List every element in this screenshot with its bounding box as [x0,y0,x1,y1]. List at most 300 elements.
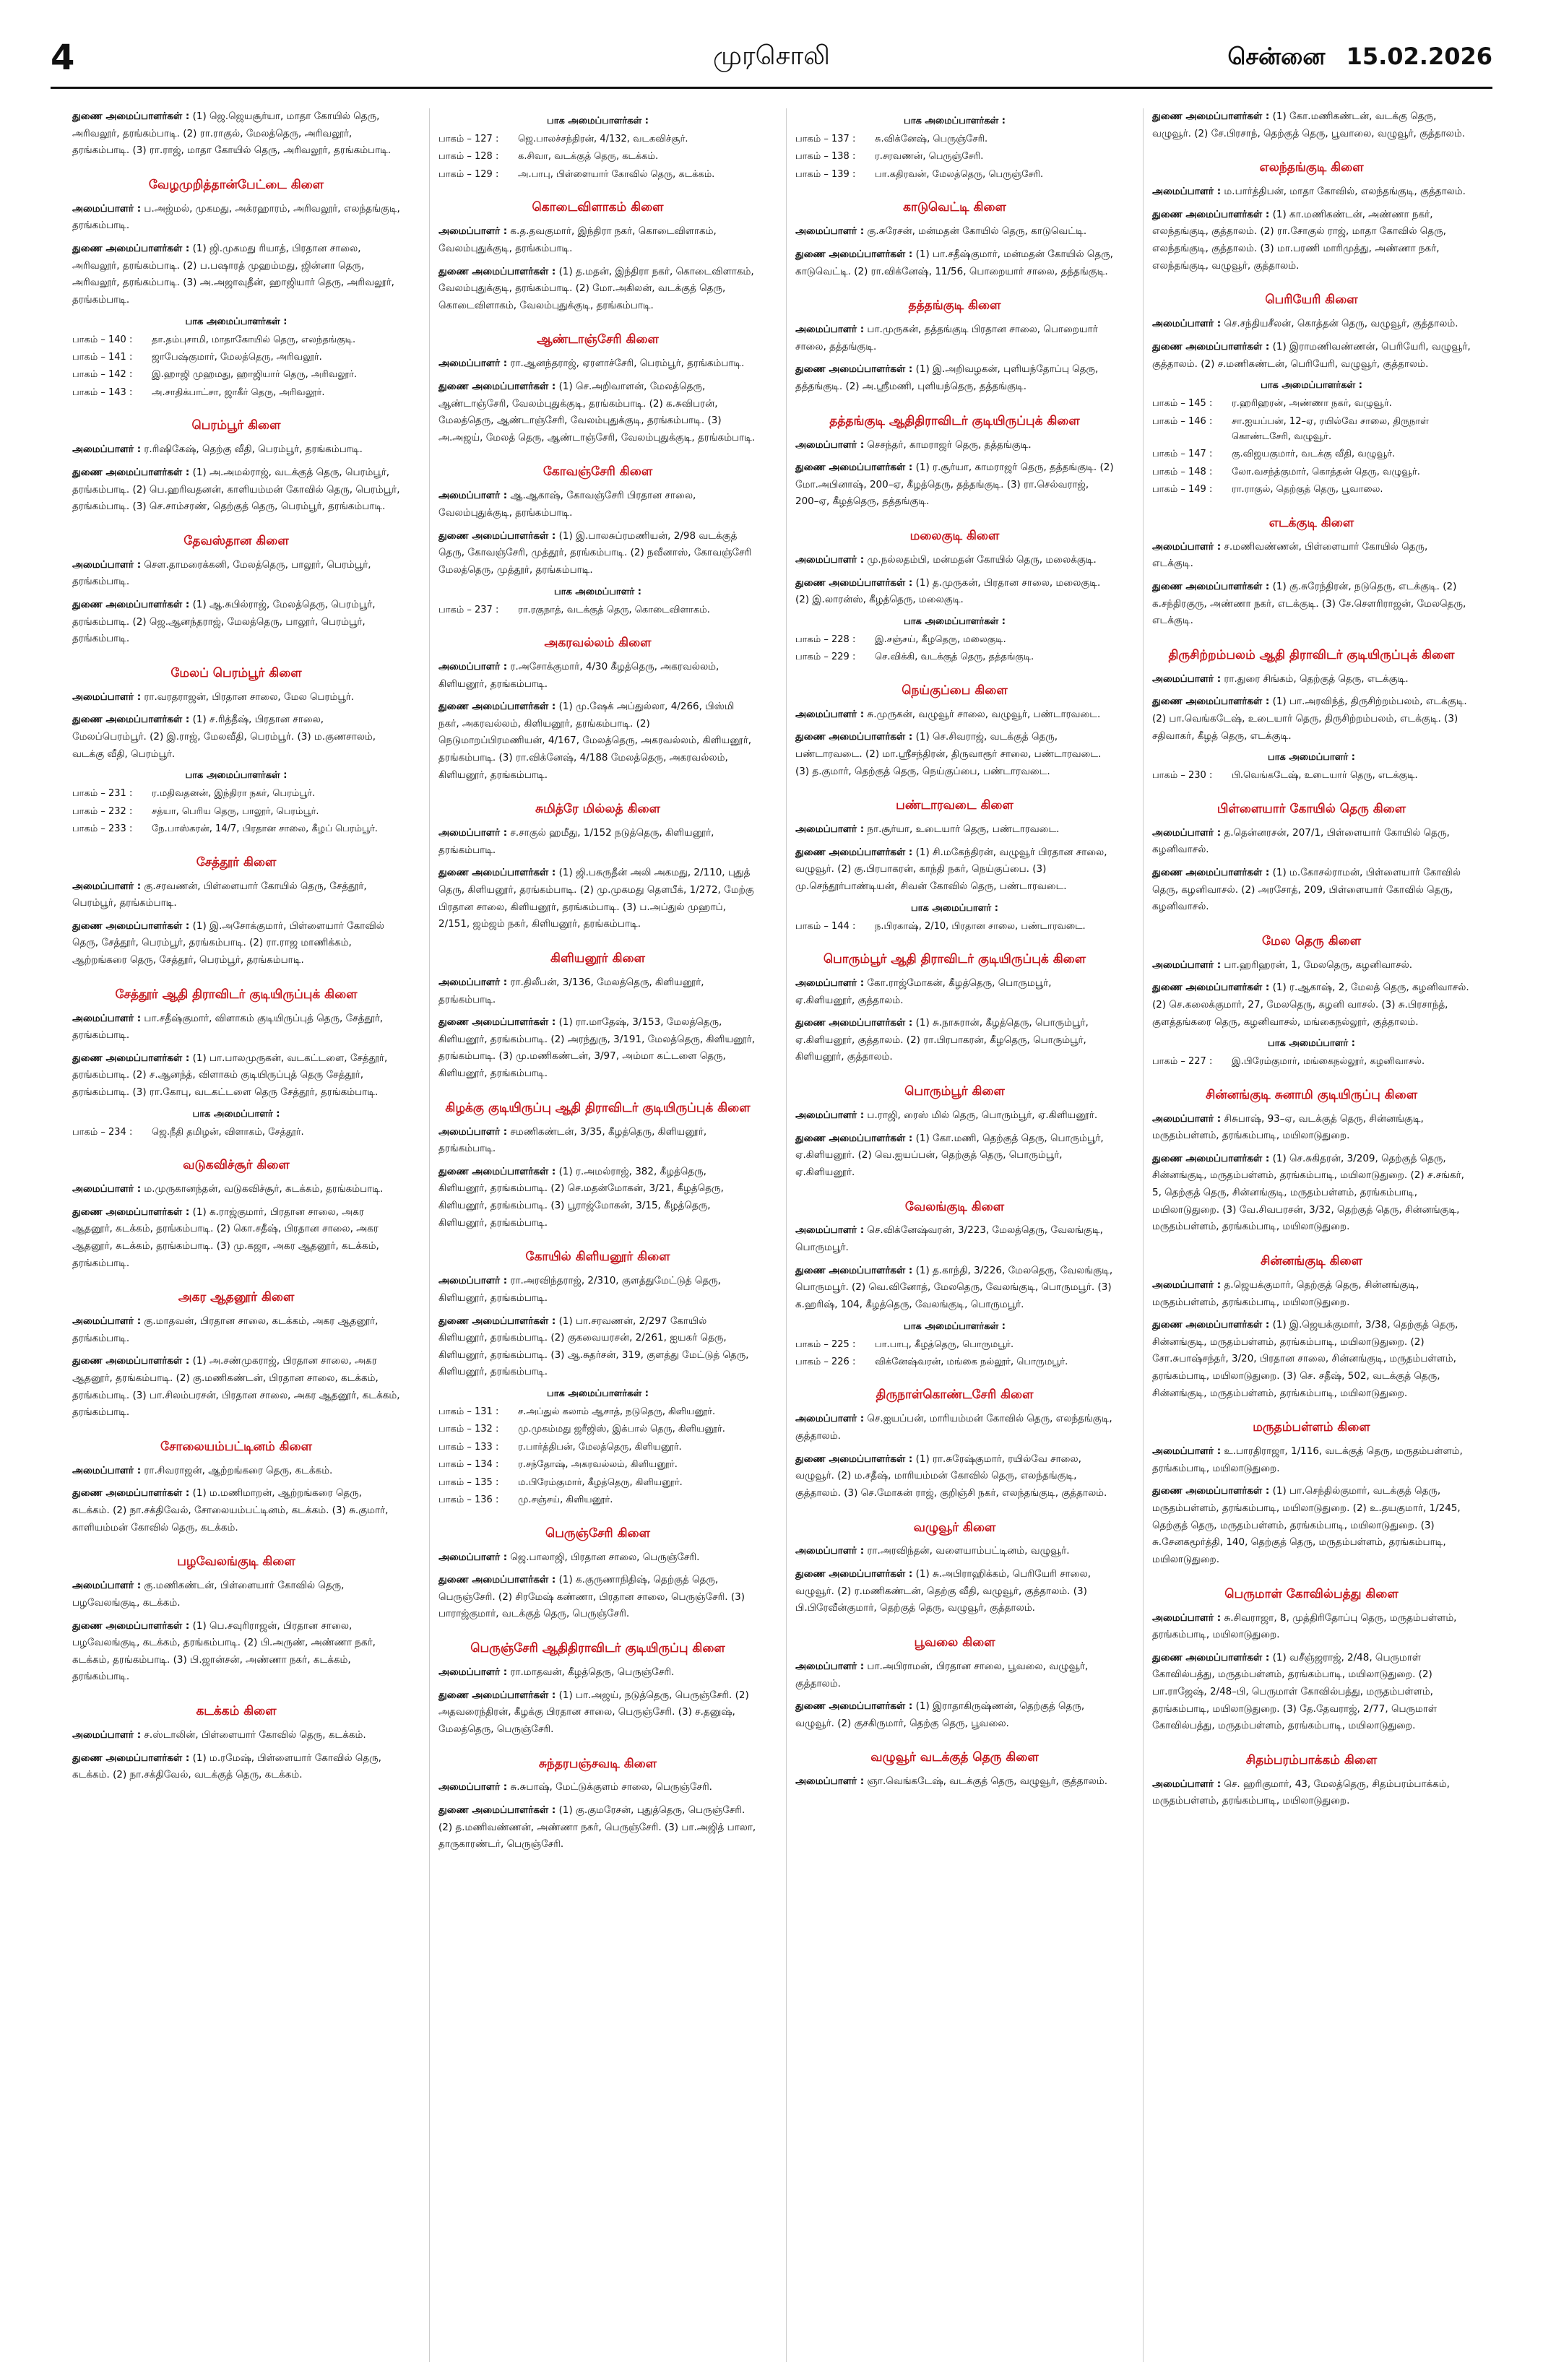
member-details: (1) ச.ரித்தீஷ், பிரதான சாலை, மேலப்பெரம்பூர். (2) இ.ராஜ், மேலவீதி, பெரம்பூர். (3) ம.குணசாலம், வடக்கு வீதி, பெரம்பூர். [72,714,376,760]
member-details: பா.சதீஷ்குமார், விளாகம் குடியிருப்புத் தெரு, சேத்தூர், தரங்கம்பாடி. [72,1012,384,1042]
member-details: ஆ.ஆகாஷ், கோவஞ்சேரி பிரதான சாலை, வேலம்புதுக்குடி, தரங்கம்பாடி. [438,490,696,519]
office-bearer-entry [1152,339,1471,373]
booth-number: பாகம் – 143 : [72,386,133,398]
member-details: ரா.மாதவன், கீழத்தெரு, பெருஞ்சேரி. [510,1666,675,1678]
office-bearer-entry [72,108,400,160]
booth-address: ரா.ராகுல், தெற்குத் தெரு, பூவாலை. [1232,484,1383,496]
member-details: செ.ஐயப்பன், மாரியம்மன் கோவில் தெரு, எலந்தங்குடி, குத்தாலம். [795,1413,1112,1442]
member-details: பா.முருகன், தத்தங்குடி பிரதான சாலை, பொறையார் சாலை, தத்தங்குடி. [795,324,1098,352]
role-label: துணை அமைப்பாளர்கள் : [795,1264,913,1276]
office-bearer-entry [438,1164,757,1232]
branch-section [795,116,1114,182]
office-bearer-entry [72,1578,400,1611]
role-label: அமைப்பாளர் : [438,1666,508,1678]
office-bearer-entry [1152,579,1471,630]
role-label: துணை அமைப்பாளர்கள் : [72,243,190,255]
booth-row [1152,396,1471,411]
branch-heading: அகர ஆதனூர் கிளை [178,1290,295,1305]
member-details: கோ.ராஜ்மோகன், கீழத்தெரு, பொருமபூர், ஏ.கிளியனூர், குத்தாலம். [795,977,1052,1006]
role-label: துணை அமைப்பாளர்கள் : [438,1016,556,1029]
branch-section [795,1083,1114,1181]
member-details: ப.ராஜி, ரைஸ் மில் தெரு, பொரும்பூர், ஏ.கிளியனூர். [867,1109,1098,1121]
member-details: (1) வசீஞ்ஜராஜ், 2/48, பெருமாள் கோவில்பத்து, மருதம்பள்ளம், தரங்கம்பாடி, மயிலாடுதுறை. (2) பா.ராஜேஷ், 2/48–பி, பெருமாள் கோவில்பத்து, மருதம்பள்ளம், தரங்கம்பாடி, மயிலாடுதுறை. (3) தே.தேவராஜ், 2/77, பெருமாள் கோவில்பத்து, மருதம்பள்ளம், தரங்கம்பாடி, மயிலாடுதுறை. [1152,1651,1438,1732]
booth-number: பாகம் – 138 : [795,151,856,163]
booth-address: ர.சரவணன், பெருஞ்சேரி. [875,151,984,163]
role-label: அமைப்பாளர் : [72,691,142,703]
office-bearer-entry [795,459,1114,511]
branch-section [795,1199,1114,1370]
branch-section [438,1640,757,1738]
booth-row [795,149,1114,164]
member-details: (1) சி.மகேந்திரன், வழுவூர் பிரதான சாலை, வழுவூர். (2) கு.பிரபாகரன், காந்தி நகர், நெய்குப்பை. (3) மு.செந்தூர்பாண்டியன், சிவன் கோவில் தெரு, பண்டாரவடை. [795,846,1107,892]
role-label: துணை அமைப்பாளர்கள் : [72,111,190,122]
role-label: துணை அமைப்பாளர்கள் : [795,576,913,589]
booth-number: பாகம் – 131 : [438,1406,499,1417]
role-label: துணை அமைப்பாளர்கள் : [72,466,190,478]
office-bearer-entry [1152,693,1471,745]
booth-row [72,385,400,400]
office-bearer-entry [795,361,1114,395]
member-details: (1) த.காந்தி, 3/226, மேலதெரு, வேலங்குடி, பொருமபூர். (2) வெ.வினோத், மேலதெரு, வேலங்குடி, பொருமபூர். (3) க.ஹரிஷ், 104, கீழத்தெரு, வேலங்குடி, பொருமபூர். [795,1264,1113,1310]
booth-number: பாகம் – 225 : [795,1338,856,1350]
role-label: அமைப்பாளர் : [72,1315,142,1328]
role-label: அமைப்பாளர் : [1152,186,1222,198]
branch-section [72,1703,400,1784]
booth-number: பாகம் – 145 : [1152,398,1213,410]
office-bearer-entry [795,706,1114,724]
office-bearer-entry [438,1572,757,1623]
branch-heading: வழுவூர் வடக்குத் தெரு கிளை [870,1750,1039,1765]
office-bearer-entry [438,865,757,933]
booth-address: ந.பிரகாஷ், 2/10, பிரதான சாலை, பண்டாரவடை. [875,920,1086,932]
member-details: சு.முருகன், வழுவூர் சாலை, வழுவூர், பண்டாரவடை. [867,708,1101,720]
role-label: அமைப்பாளர் : [795,1775,865,1788]
office-bearer-entry [1152,316,1471,333]
issue-date: 15.02.2026 [1346,43,1492,70]
booth-number: பாகம் – 228 : [795,633,856,645]
column-4 [1143,108,1471,2362]
member-details: (1) செ.சிவராஜ், வடக்குத் தெரு, பண்டாரவடை. (2) மா.ஸ்ரீசந்திரன், திருவாரூர் சாலை, பண்டாரவடை. (3) த.குமார், தெற்குத் தெரு, நெய்குப்பை, பண்டாரவடை. [795,731,1102,777]
role-label: அமைப்பாளர் : [1152,1611,1222,1624]
role-label: துணை அமைப்பாளர்கள் : [72,1752,190,1764]
booth-address: ச.அப்துல் கலாம் ஆசாத், நடுதெரு, கிளியனூர். [518,1406,716,1417]
role-label: துணை அமைப்பாளர்கள் : [795,731,913,743]
office-bearer-entry [72,597,400,648]
booth-row [795,632,1114,647]
booth-number: பாகம் – 231 : [72,788,133,800]
booth-row [438,1440,757,1455]
member-details: ரா.வரதராஜன், பிரதான சாலை, மேல பெரம்பூர். [144,691,355,703]
branch-section [438,1100,757,1232]
branch-heading: சின்னங்குடி கிளை [1261,1253,1362,1268]
branch-heading: வழுவூர் கிளை [913,1520,996,1535]
booth-row [72,332,400,347]
member-details: (1) பெ.சவுரிராஜன், பிரதான சாலை, பழவேலங்குடி, கடக்கம், தரங்கம்பாடி. (2) பி.அருண், அண்ணா நகர், கடக்கம், தரங்கம்பாடி. (3) பி.ஜான்சன், அண்ணா நகர், கடக்கம், தரங்கம்பாடி. [72,1619,376,1683]
office-bearer-entry [1152,1610,1471,1644]
member-details: (1) பா.சதீஷ்குமார், மன்மதன் கோயில் தெரு, காடுவெட்டி. (2) ரா.விக்னேஷ், 11/56, பொறையார் சாலை, தத்தங்குடி. [795,248,1113,277]
booth-row [1152,446,1471,462]
dateline [1203,43,1492,73]
branch-section [438,1526,757,1623]
booth-heading: பாக அமைப்பாளர் : [1268,1038,1355,1050]
booth-row [795,919,1114,934]
branch-section [438,801,757,933]
branch-heading: காடுவெட்டி கிளை [903,200,1006,215]
member-details: (1) ம.மணிமாறன், ஆற்றங்கரை தெரு, கடக்கம். (2) நா.சக்திவேல், சோலையம்பட்டினம், கடக்கம். (3) சு.குமார், காளியம்மன் கோவில் தெரு, கடக்கம். [72,1487,389,1533]
member-details: ம.முருகானந்தன், வடுகவிச்சூர், கடக்கம், தரங்கம்பாடி. [144,1183,384,1195]
booth-row [795,1354,1114,1369]
member-details: (1) ர.சூர்யா, காமராஜர் தெரு, தத்தங்குடி. (2) மோ.அபினாஷ், 200–ஏ, கீழத்தெரு, தத்தங்குடி. (3) ரா.செல்வராஜ், 200–ஏ, கீழத்தெரு, தத்தங்குடி. [795,462,1114,508]
branch-heading: பொரும்பூர் கிளை [904,1084,1005,1099]
role-label: துணை அமைப்பாளர்கள் : [1152,1651,1270,1663]
branch-heading: சேத்தூர் ஆதி திராவிடர் குடியிருப்புக் கிளை [115,987,358,1002]
member-details: ச.ஸ்டாலின், பிள்ளையார் கோவில் தெரு, கடக்கம். [144,1728,366,1741]
branch-heading: சின்னங்குடி சுனாமி குடியிருப்பு கிளை [1205,1087,1418,1102]
branch-section [1152,647,1471,784]
branch-section [72,665,400,837]
office-bearer-entry [1152,108,1471,142]
member-details: ரா.துரை சிங்கம், தெற்குத் தெரு, எடக்குடி. [1224,672,1409,685]
branch-section [1152,292,1471,497]
office-bearer-entry [72,201,400,235]
branch-heading: பூவலை கிளை [914,1635,995,1650]
role-label: அமைப்பாளர் : [438,225,508,238]
booth-number: பாகம் – 129 : [438,168,499,180]
office-bearer-entry [795,1411,1114,1445]
role-label: துணை அமைப்பாளர்கள் : [795,1568,913,1580]
booth-address: சு.விக்னேஷ், பெருஞ்சேரி. [875,134,988,144]
member-details: கு.சரவணன், பிள்ளையார் கோயில் தெரு, சேத்தூர், பெரம்பூர், தரங்கம்பாடி. [72,880,367,909]
member-details: செ. ஹரிகுமார், 43, மேலத்தெரு, சிதம்பரம்பாக்கம், மருதம்பள்ளம், தரங்கம்பாடி, மயிலாடுதுறை. [1152,1778,1450,1807]
office-bearer-entry [795,223,1114,241]
booth-row [72,821,400,836]
office-bearer-entry [438,974,757,1008]
role-label: அமைப்பாளர் : [1152,540,1222,553]
booth-heading: பாக அமைப்பாளர்கள் : [547,1388,649,1399]
member-details: ர.அசோக்குமார், 4/30 கீழத்தெரு, அகரவல்லம், கிளியனூர், தரங்கம்பாடி. [438,660,719,690]
office-bearer-entry [1152,539,1471,573]
office-bearer-entry [1152,1483,1471,1568]
branch-section [795,1387,1114,1502]
office-bearer-entry [72,1727,400,1744]
office-bearer-entry [438,698,757,784]
branch-heading: சுந்தரபஞ்சவடி கிளை [538,1756,657,1771]
office-bearer-entry [795,975,1114,1009]
office-bearer-entry [438,1124,757,1158]
member-details: ஞா.வெங்கடேஷ், வடக்குத் தெரு, வழுவூர், குத்தாலம். [867,1775,1107,1788]
member-details: (1) ம.ரமேஷ், பிள்ளையார் கோவில் தெரு, கடக்கம். (2) நா.சக்திவேல், வடக்குத் தெரு, கடக்கம். [72,1752,381,1781]
branch-section [795,683,1114,780]
role-label: அமைப்பாளர் : [438,358,508,370]
booth-number: பாகம் – 132 : [438,1424,499,1435]
role-label: துணை அமைப்பாளர்கள் : [438,1689,556,1701]
booth-number: பாகம் – 139 : [795,168,856,180]
booth-number: பாகம் – 230 : [1152,770,1213,782]
member-details: நா.சூர்யா, உடையார் தெரு, பண்டாரவடை. [867,823,1060,836]
member-details: ரா.அரவிந்தராஜ், 2/310, குளத்துமேட்டுத் தெரு, கிளியனூர், தரங்கம்பாடி. [438,1275,721,1304]
booth-row [795,1337,1114,1352]
newspaper-name: முரசொலி [713,41,830,71]
role-label: அமைப்பாளர் : [795,324,865,336]
branch-section [438,951,757,1083]
role-label: துணை அமைப்பாளர்கள் : [72,1487,190,1500]
branch-section [1152,933,1471,1070]
role-label: துணை அமைப்பாளர்கள் : [438,1804,556,1817]
booth-heading: பாக அமைப்பாளர்கள் : [904,116,1006,126]
booth-address: பா.கதிரவன், மேலத்தெரு, பெருஞ்சேரி. [875,168,1044,180]
city-name: சென்னை [1227,43,1326,70]
role-label: துணை அமைப்பாளர்கள் : [795,248,913,260]
office-bearer-entry [1152,1650,1471,1735]
booth-address: ரா.ரகுநாத், வடக்குத் தெரு, கொடைவிளாகம். [518,604,710,615]
branch-section [795,1520,1114,1617]
office-bearer-entry [72,441,400,459]
member-details: செசந்தர், காமராஜர் தெரு, தத்தங்குடி. [867,438,1032,451]
branch-section [72,987,400,1141]
booth-row [438,1492,757,1507]
branch-heading: திருசிற்றம்பலம் ஆதி திராவிடர் குடியிருப்புக் கிளை [1168,647,1455,662]
role-label: அமைப்பாளர் : [795,1109,865,1121]
office-bearer-entry [795,1566,1114,1617]
booth-address: பி.வெங்கடேஷ், உடையார் தெரு, எடக்குடி. [1232,770,1418,782]
booth-address: ஜெ.நீதி தமிழன், விளாகம், சேத்தூர். [152,1126,304,1138]
branch-section [795,951,1114,1066]
booth-number: பாகம் – 146 : [1152,415,1213,427]
booth-row [72,1125,400,1140]
booth-heading: பாக அமைப்பாளர் : [1268,752,1355,763]
booth-heading: பாக அமைப்பாளர்கள் : [1261,380,1362,391]
role-label: துணை அமைப்பாளர்கள் : [795,1132,913,1144]
role-label: துணை அமைப்பாளர்கள் : [795,1700,913,1713]
member-details: (1) கா.மணிகண்டன், அண்ணா நகர், எலந்தங்குடி, குத்தாலம். (2) ரா.சோகுல் ராஜ், மாதா கோவில் தெரு, எலந்தங்குடி, குத்தாலம். (3) மா.பரணி மாரிமுத்து, அண்ணா நகர், எலந்தங்குடி, வழுவூர், குத்தாலம். [1152,208,1446,272]
member-details: (1) பா.செந்தில்குமார், வடக்குத் தெரு, மருதம்பள்ளம், தரங்கம்பாடி, மயிலாடுதுறை. (2) உ.தயகுமார், 1/245, தெற்குத் தெரு, மருதம்பள்ளம், தரங்கம்பாடி, மயிலாடுதுறை. (3) சு.சேனகமூர்த்தி, 140, தெற்குத் தெரு, மருதம்பள்ளம், தரங்கம்பாடி, மயிலாடுதுறை. [1152,1485,1461,1565]
booth-heading: பாக அமைப்பாளர் : [192,1108,280,1120]
office-bearer-entry [795,246,1114,280]
booth-address: க.சிவா, வடக்குத் தெரு, கடக்கம். [518,151,659,163]
booth-number: பாகம் – 144 : [795,920,856,932]
branch-heading: பழவேலங்குடி கிளை [177,1554,295,1570]
branch-section [72,1439,400,1536]
office-bearer-entry [72,1353,400,1421]
member-details: கு.மாதவன், பிரதான சாலை, கடக்கம், அகர ஆதனூர், தரங்கம்பாடி. [72,1315,379,1344]
role-label: துணை அமைப்பாளர்கள் : [438,380,556,392]
role-label: அமைப்பாளர் : [438,1125,508,1138]
office-bearer-entry [72,557,400,591]
branch-section [438,332,757,446]
role-label: அமைப்பாளர் : [438,976,508,988]
role-label: துணை அமைப்பாளர்கள் : [72,1052,190,1064]
booth-number: பாகம் – 133 : [438,1441,499,1453]
role-label: துணை அமைப்பாளர்கள் : [438,867,556,879]
office-bearer-entry [795,1543,1114,1560]
booth-heading: பாக அமைப்பாளர் : [911,902,998,914]
office-bearer-entry [1152,1443,1471,1477]
booth-number: பாகம் – 134 : [438,1459,499,1471]
member-details: (1) ஆ.சுபில்ராஜ், மேலத்தெரு, பெரம்பூர், தரங்கம்பாடி. (2) ஜெ.ஆனந்தராஜ், மேலத்தெரு, பாலூர், பெரம்பூர், தரங்கம்பாடி. [72,598,376,645]
office-bearer-entry [72,1181,400,1198]
booth-row [795,131,1114,147]
branch-heading: கிளியனூர் கிளை [550,951,645,966]
role-label: அமைப்பாளர் : [72,558,142,571]
branch-section [1152,1752,1471,1810]
role-label: துணை அமைப்பாளர்கள் : [72,598,190,610]
member-details: ர.ரிஷிகேஷ், தெற்கு வீதி, பெரம்பூர், தரங்கம்பாடி. [144,443,363,456]
branch-heading: தத்தங்குடி ஆதிதிராவிடர் குடியிருப்புக் கிளை [829,413,1080,428]
booth-row [795,167,1114,182]
member-details: (1) கு.குமரேசன், புதுத்தெரு, பெருஞ்சேரி. (2) த.மணிவண்ணன், அண்ணா நகர், பெருஞ்சேரி. (3) பா.அஜித் பாலா, தாருகாரண்டர், பெருஞ்சேரி. [438,1804,756,1851]
booth-row [438,1421,757,1437]
role-label: துணை அமைப்பாளர்கள் : [1152,982,1270,994]
role-label: துணை அமைப்பாளர்கள் : [72,1619,190,1632]
column-1 [72,108,400,2362]
role-label: துணை அமைப்பாளர்கள் : [1152,111,1270,122]
member-details: (1) இ.அறிவழகன், புளியந்தோப்பு தெரு, தத்தங்குடி. (2) அ.ஸ்ரீமணி, புளியந்தெரு, தத்தங்குடி. [795,363,1099,392]
booth-address: சா.ஐயப்பன், 12–ஏ, ரயில்வே சாலை, திருநாள் கொண்டசேரி, வழுவூர். [1232,415,1429,442]
booth-number: பாகம் – 229 : [795,652,856,663]
booth-address: அ.பாபு, பிள்ளையார் கோவில் தெரு, கடக்கம். [518,168,715,180]
branch-section [72,177,400,400]
booth-number: பாகம் – 135 : [438,1476,499,1488]
member-details: (1) ர.ஆகாஷ், 2, மேலத் தெரு, கழனிவாசல். (2) செ.கலைக்குமார், 27, மேலதெரு, கழனி வாசல். (3) சு.பிரசாந்த், குளத்தங்கரை தெரு, கழனிவாசல், மங்கைநல்லூர், குத்தாலம். [1152,982,1469,1028]
office-bearer-entry [795,1698,1114,1732]
branch-heading: எடக்குடி கிளை [1268,515,1354,530]
booth-address: ர.பார்த்திபன், மேலத்தெரு, கிளியனூர். [518,1441,682,1453]
member-details: (1) ரா.சுரேஷ்குமார், ரயில்வே சாலை, வழுவூர். (2) ம.சதீஷ், மாரியம்மன் கோவில் தெரு, எலந்தங்குடி, குத்தாலம். (3) செ.மோகன் ராஜ், குறிஞ்சி நகர், எலந்தங்குடி, குத்தாலம். [795,1453,1107,1499]
role-label: அமைப்பாளர் : [1152,826,1222,839]
booth-row [72,350,400,365]
role-label: துணை அமைப்பாளர்கள் : [72,714,190,726]
role-label: அமைப்பாளர் : [72,1580,142,1592]
branch-heading: எலந்தங்குடி கிளை [1259,160,1364,176]
office-bearer-entry [438,264,757,315]
booth-number: பாகம் – 233 : [72,823,133,835]
member-details: (1) சு.நாசுரான், கீழத்தெரு, பொரும்பூர், ஏ.கிளியனூர், குத்தாலம். (2) ரா.பிரபாகரன், கீழதெரு, பொரும்பூர், கிளியனூர், குத்தாலம். [795,1017,1089,1063]
branch-heading: மலைகுடி கிளை [909,529,1000,543]
branch-heading: பெருஞ்சேரி ஆதிதிராவிடர் குடியிருப்பு கிளை [470,1641,725,1656]
role-label: துணை அமைப்பாளர்கள் : [438,1165,556,1177]
branch-heading: தேவஸ்தான கிளை [183,533,289,548]
role-label: துணை அமைப்பாளர்கள் : [1152,580,1270,592]
member-details: (1) இ.அசோக்குமார், பிள்ளையார் கோவில் தெரு, சேத்தூர், பெரம்பூர், தரங்கம்பாடி. (2) ரா.ராஜ மாணிக்கம், ஆற்றங்கரை தெரு, சேத்தூர், பெரம்பூர், தரங்கம்பாடி. [72,919,384,966]
office-bearer-entry [72,1050,400,1102]
office-bearer-entry [795,1015,1114,1066]
branch-heading: ஆண்டாஞ்சேரி கிளை [537,332,659,347]
booth-address: தா.தம்புசாமி, மாதாகோயில் தெரு, எலந்தங்குடி. [152,334,356,345]
role-label: துணை அமைப்பாளர்கள் : [1152,208,1270,220]
branch-heading: வடுகவிச்சூர் கிளை [183,1158,290,1173]
office-bearer-entry [72,1750,400,1784]
booth-row [1152,414,1471,445]
member-details: ப.அஜ்மல், முகமது, அக்ரஹாரம், அரிவலூர், எலந்தங்குடி, தரங்கம்பாடி. [72,202,400,232]
role-label: துணை அமைப்பாளர்கள் : [438,265,556,277]
booth-number: பாகம் – 141 : [72,352,133,363]
column-3 [786,108,1114,2362]
role-label: துணை அமைப்பாளர்கள் : [438,529,556,542]
page-number: 4 [51,38,75,78]
office-bearer-entry [438,488,757,522]
booth-row [1152,768,1471,783]
branch-section [438,635,757,784]
branch-heading: அகரவல்லம் கிளை [544,635,652,650]
branch-section [1152,1253,1471,1402]
booth-row [438,602,757,618]
office-bearer-entry [795,1222,1114,1256]
booth-number: பாகம் – 148 : [1152,466,1213,477]
booth-heading: பாக அமைப்பாளர்கள் : [185,770,288,782]
branch-section [795,797,1114,934]
role-label: அமைப்பாளர் : [438,1551,508,1563]
booth-address: மு.சஞ்சய், கிளியனூர். [518,1494,613,1506]
office-bearer-entry [72,878,400,912]
role-label: அமைப்பாளர் : [1152,1112,1222,1125]
member-details: (1) கோ.மணிகண்டன், வடக்கு தெரு, வழுவூர். (2) சே.பிரசாந், தெற்குத் தெரு, பூவாலை, வழுவூர், குத்தாலம். [1152,111,1465,139]
branch-section [795,413,1114,511]
office-bearer-entry [795,844,1114,896]
branch-section [438,464,757,618]
role-label: அமைப்பாளர் : [438,660,508,672]
branch-section [438,1756,757,1853]
member-details: சு.சுபாஷ், மேட்டுக்குளம் சாலை, பெருஞ்சேரி. [510,1781,712,1793]
branch-section [795,199,1114,280]
booth-address: விக்னேஷ்வரன், மங்கை நல்லூர், பொருமபூர். [875,1356,1068,1367]
member-details: (1) பா.அஜய், நடுத்தெரு, பெருஞ்சேரி. (2) அதவரைந்திரன், கீழக்கு பிரதான சாலை, பெருஞ்சேரி. (3) ச.தனுஷ், மேலத்தெரு, பெருஞ்சேரி. [438,1689,749,1735]
role-label: துணை அமைப்பாளர்கள் : [795,1453,913,1465]
role-label: அமைப்பாளர் : [795,1224,865,1237]
role-label: துணை அமைப்பாளர்கள் : [1152,1485,1270,1497]
role-label: துணை அமைப்பாளர்கள் : [438,1315,556,1327]
member-details: சு.சிவராஜா, 8, முத்திரிதோப்பு தெரு, மருதம்பள்ளம், தரங்கம்பாடி, மயிலாடுதுறை. [1152,1611,1457,1641]
office-bearer-entry [795,575,1114,609]
office-bearer-entry [438,1687,757,1739]
booth-address: ஜெ.பாலச்சந்திரன், 4/132, வடகவிச்சூர். [518,134,688,144]
role-label: அமைப்பாளர் : [1152,672,1222,685]
member-details: கு.சுரேசன், மன்மதன் கோயில் தெரு, காடுவெட்டி. [867,225,1087,238]
branch-section [72,1554,400,1686]
booth-row [438,149,757,164]
booth-address: செ.விக்கி, வடக்குத் தெரு, தத்தங்குடி. [875,652,1034,663]
role-label: அமைப்பாளர் : [795,1413,865,1425]
booth-address: இ.ஹாஜி முஹமது, ஹாஜியார் தெரு, அரிவலூர். [152,369,357,381]
member-details: (1) கு.சுரேந்திரன், நடுதெரு, எடக்குடி. (2) க.சந்திரகுரு, அண்ணா நகர், எடக்குடி. (3) சே.செளரிராஜன், மேலதெரு, எடக்குடி. [1152,580,1466,627]
branch-heading: பொரும்பூர் ஆதி திராவிடர் குடியிருப்புக் கிளை [823,952,1086,966]
role-label: துணை அமைப்பாளர்கள் : [1152,1152,1270,1164]
role-label: அமைப்பாளர் : [438,1781,508,1793]
office-bearer-entry [72,1463,400,1480]
member-details: (1) ஜி.முகமது ரியாத், பிரதான சாலை, அரிவலூர், தரங்கம்பாடி. (2) ப.பஷாரத் முஹம்மது, ஜின்னா தெரு, அரிவலூர், தரங்கம்பாடி. (3) அ.அஜாவுதீன், ஹாஜியார் தெரு, அரிவலூர், தரங்கம்பாடி. [72,243,394,306]
office-bearer-entry [1152,207,1471,275]
branch-heading: வேலங்குடி கிளை [904,1199,1005,1214]
office-bearer-entry [795,1773,1114,1791]
member-details: செ.விக்னேஷ்வரன், 3/223, மேலத்தெரு, வேலங்குடி, பொருமபூர். [795,1224,1103,1254]
role-label: அமைப்பாளர் : [72,1183,142,1195]
branch-heading: திருநாள்கொண்டசேரி கிளை [876,1388,1034,1403]
office-bearer-entry [72,918,400,969]
booth-number: பாகம் – 237 : [438,604,499,615]
member-details: கு.மணிகண்டன், பிள்ளையார் கோவில் தெரு, பழவேலங்குடி, கடக்கம். [72,1580,345,1609]
office-bearer-entry [438,1549,757,1567]
office-bearer-entry [795,1451,1114,1502]
member-details: (1) பா.பாலமுருகன், வடகட்டளை, சேத்தூர், தரங்கம்பாடி. (2) ச.ஆனந்த், விளாகம் குடியிருப்புத் தெரு சேத்தூர், தரங்கம்பாடி. (3) ரா.கோபு, வடகட்டளை தெரு சேத்தூர், தரங்கம்பாடி. [72,1052,388,1099]
role-label: துணை அமைப்பாளர்கள் : [795,462,913,474]
branch-section [438,116,757,182]
member-details: (1) இராமணிவண்ணன், பெரியேரி, வழுவூர், குத்தாலம். (2) ச.மணிகண்டன், பெரியேரி, வழுவூர், குத்தாலம். [1152,340,1471,370]
office-bearer-entry [72,241,400,309]
office-bearer-entry [1152,1776,1471,1810]
role-label: அமைப்பாளர் : [795,708,865,720]
office-bearer-entry [795,1263,1114,1314]
member-details: (1) செ.சுகிதரன், 3/209, தெற்குத் தெரு, சின்னங்குடி, மருதம்பள்ளம், தரங்கம்பாடி, மயிலாடுதுறை. (2) ச.சங்கர், 5, தெற்குத் தெரு, சின்னங்குடி, மருதம்பள்ளம், தரங்கம்பாடி, மயிலாடுதுறை. (3) வே.சிவபரசன், 3/32, தெற்குத் தெரு, சின்னங்குடி, மருதம்பள்ளம், தரங்கம்பாடி, மயிலாடுதுறை. [1152,1152,1464,1233]
masthead [51,29,1492,89]
